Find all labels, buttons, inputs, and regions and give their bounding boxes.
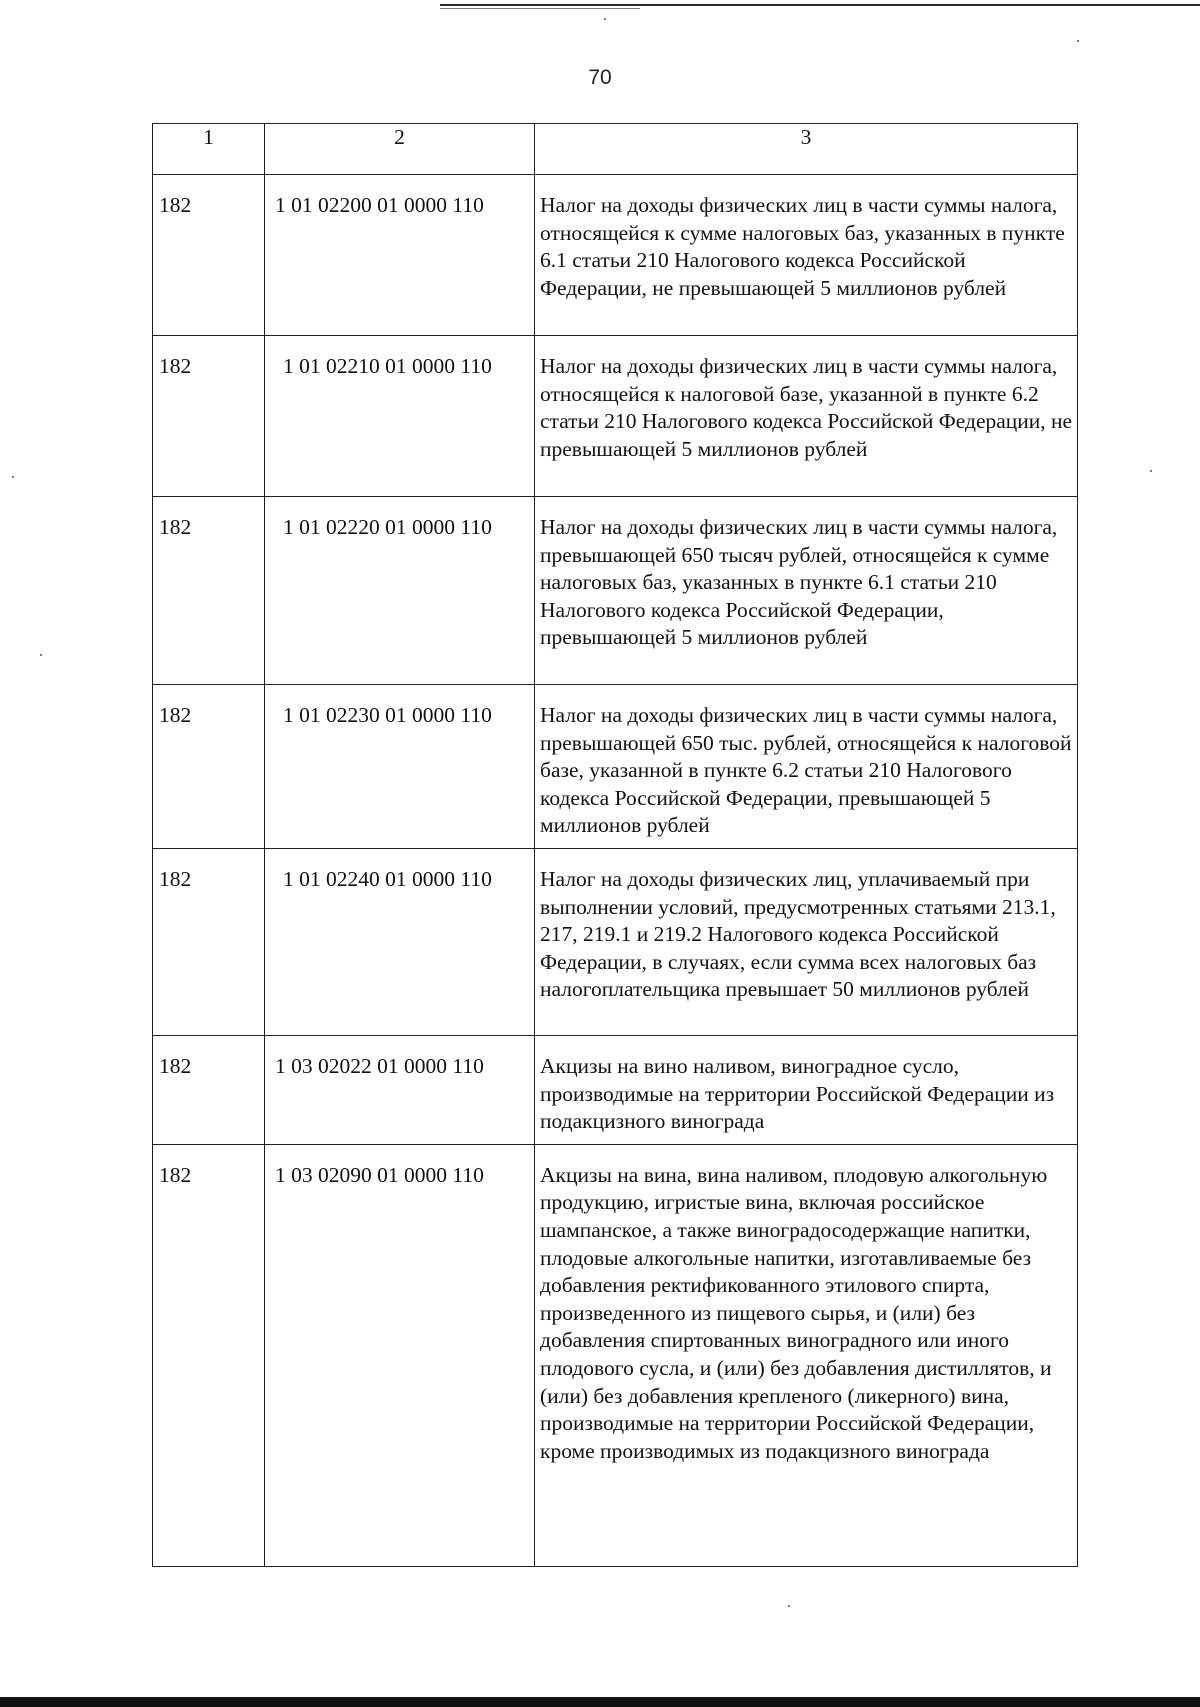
admin-code-cell: 182 [153, 336, 265, 497]
budget-classification-table [152, 123, 1078, 1567]
kbk-code-cell: 1 03 02090 01 0000 110 [265, 1144, 535, 1566]
admin-code-cell: 182 [153, 1144, 265, 1566]
scan-edge-top [440, 4, 1200, 6]
revenue-name-cell: Налог на доходы физических лиц в части суммы налога, относящейся к налоговой базе, указанной в пункте 6.2 статьи 210 Налогового кодекса Российской Федерации, не превышающей 5 миллионов рублей [535, 336, 1078, 497]
scan-speck [40, 654, 42, 656]
scan-speck [1150, 470, 1152, 472]
kbk-code-cell: 1 03 02022 01 0000 110 [265, 1035, 535, 1144]
scan-edge-bottom [0, 1697, 1200, 1707]
header-cell-col-1: 1 [153, 124, 265, 175]
kbk-code-cell: 1 01 02210 01 0000 110 [265, 336, 535, 497]
table-header-row [153, 124, 1078, 175]
admin-code-cell: 182 [153, 685, 265, 849]
page-number: 70 [588, 66, 612, 89]
kbk-code-cell: 1 01 02200 01 0000 110 [265, 175, 535, 336]
revenue-name-cell: Налог на доходы физических лиц в части суммы налога, превышающей 650 тысяч рублей, относящейся к сумме налоговых баз, указанных в пункте 6.1 статьи 210 Налогового кодекса Российской Федерации, превышающей 5 миллионов рублей [535, 497, 1078, 685]
table-row [153, 1144, 1078, 1566]
kbk-code-cell: 1 01 02220 01 0000 110 [265, 497, 535, 685]
admin-code-cell: 182 [153, 175, 265, 336]
kbk-code-cell: 1 01 02230 01 0000 110 [265, 685, 535, 849]
revenue-name-cell: Налог на доходы физических лиц в части суммы налога, превышающей 650 тыс. рублей, относящейся к налоговой базе, указанной в пункте 6.2 статьи 210 Налогового кодекса Российской Федерации, превышающей 5 миллионов рублей [535, 685, 1078, 849]
scan-speck [1077, 40, 1079, 42]
table-row [153, 336, 1078, 497]
scan-speck [604, 18, 606, 20]
scan-speck [12, 476, 14, 478]
revenue-name-cell: Акцизы на вина, вина наливом, плодовую алкогольную продукцию, игристые вина, включая российское шампанское, а также виноградосодержащие напитки, плодовые алкогольные напитки, изготавливаемые без добавления ректификованного этилового спирта, произведенного из пищевого сырья, и (или) без добавления спиртованных виноградного или иного плодового сусла, и (или) без добавления дистиллятов, и (или) без добавления крепленого (ликерного) вина, производимые на территории Российской Федерации, кроме производимых из подакцизного винограда [535, 1144, 1078, 1566]
scan-edge-top-thin [440, 8, 640, 9]
header-cell-col-3: 3 [535, 124, 1078, 175]
scan-speck [788, 1605, 790, 1607]
kbk-code-cell: 1 01 02240 01 0000 110 [265, 848, 535, 1035]
table-row [153, 685, 1078, 849]
table-row [153, 848, 1078, 1035]
header-cell-col-2: 2 [265, 124, 535, 175]
table-row [153, 175, 1078, 336]
revenue-name-cell: Акцизы на вино наливом, виноградное сусло, производимые на территории Российской Федерации из подакцизного винограда [535, 1035, 1078, 1144]
revenue-name-cell: Налог на доходы физических лиц в части суммы налога, относящейся к сумме налоговых баз, указанных в пункте 6.1 статьи 210 Налогового кодекса Российской Федерации, не превышающей 5 миллионов рублей [535, 175, 1078, 336]
revenue-name-cell: Налог на доходы физических лиц, уплачиваемый при выполнении условий, предусмотренных статьями 213.1, 217, 219.1 и 219.2 Налогового кодекса Российской Федерации, в случаях, если сумма всех налоговых баз налогоплательщика превышает 50 миллионов рублей [535, 848, 1078, 1035]
admin-code-cell: 182 [153, 848, 265, 1035]
table-row [153, 1035, 1078, 1144]
admin-code-cell: 182 [153, 497, 265, 685]
table-row [153, 497, 1078, 685]
admin-code-cell: 182 [153, 1035, 265, 1144]
